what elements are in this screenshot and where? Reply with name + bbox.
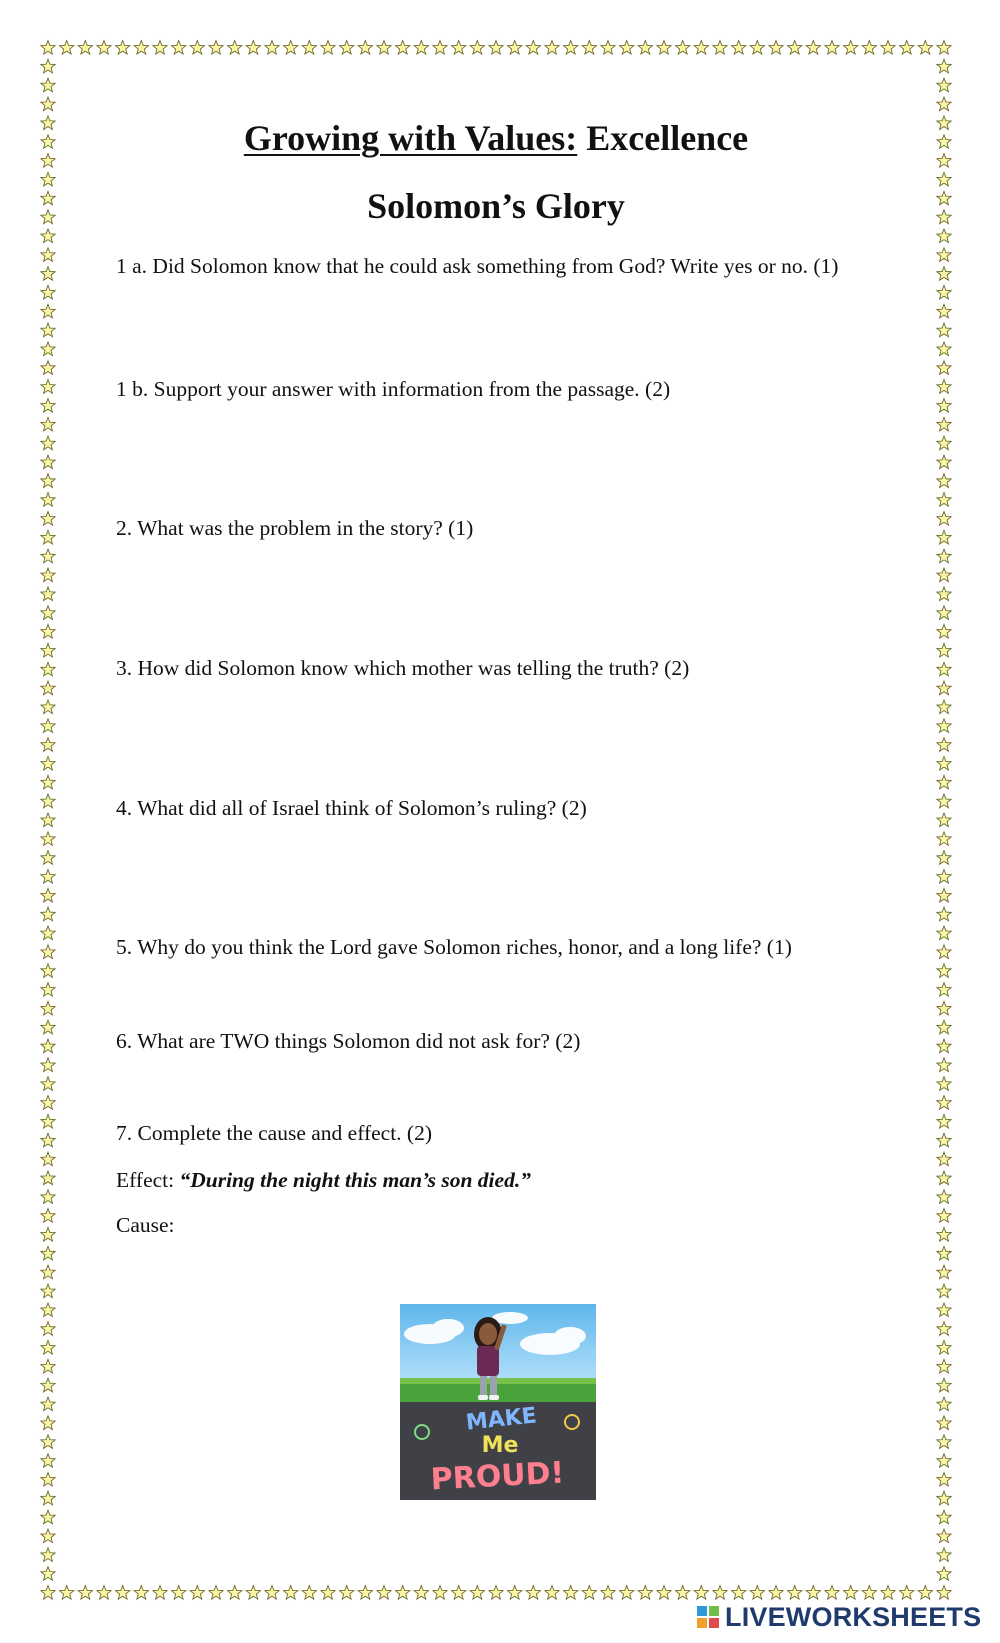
logo-icon xyxy=(697,1606,721,1630)
border-star xyxy=(937,643,951,657)
border-star xyxy=(937,229,951,243)
border-star xyxy=(41,964,55,978)
border-star xyxy=(582,1586,596,1600)
border-star xyxy=(620,41,634,55)
border-star xyxy=(937,1190,951,1204)
border-star xyxy=(116,41,130,55)
border-star xyxy=(41,285,55,299)
border-star xyxy=(433,41,447,55)
border-star xyxy=(620,1586,634,1600)
border-star xyxy=(470,1586,484,1600)
border-star xyxy=(41,361,55,375)
border-star xyxy=(713,1586,727,1600)
border-star xyxy=(937,700,951,714)
border-star xyxy=(937,983,951,997)
border-star xyxy=(41,719,55,733)
border-star xyxy=(41,700,55,714)
question-1a: 1 a. Did Solomon know that he could ask something from God? Write yes or no. (1) xyxy=(116,254,839,278)
page-subtitle: Solomon’s Glory xyxy=(367,186,625,226)
page-title xyxy=(116,116,876,160)
border-star xyxy=(41,304,55,318)
border-star xyxy=(788,1586,802,1600)
border-star xyxy=(937,587,951,601)
border-star xyxy=(41,1228,55,1242)
border-star xyxy=(825,1586,839,1600)
border-star xyxy=(41,907,55,921)
border-star xyxy=(545,1586,559,1600)
border-star xyxy=(172,1586,186,1600)
border-star xyxy=(937,398,951,412)
border-star xyxy=(844,41,858,55)
border-star xyxy=(937,455,951,469)
brand-text: LIVEWORKSHEETS xyxy=(725,1602,982,1632)
border-star xyxy=(694,1586,708,1600)
border-star xyxy=(937,568,951,582)
border-star xyxy=(937,1001,951,1015)
question-1b: 1 b. Support your answer with information from the passage. (2) xyxy=(116,377,671,401)
border-star xyxy=(937,813,951,827)
border-star xyxy=(41,813,55,827)
border-star xyxy=(750,1586,764,1600)
border-star xyxy=(937,1567,951,1581)
border-star xyxy=(937,1265,951,1279)
border-star xyxy=(638,41,652,55)
border-star xyxy=(41,248,55,262)
border-star xyxy=(228,1586,242,1600)
border-star xyxy=(937,1077,951,1091)
border-star xyxy=(41,643,55,657)
border-star xyxy=(396,1586,410,1600)
border-star xyxy=(41,1001,55,1015)
border-star xyxy=(41,380,55,394)
border-star xyxy=(937,945,951,959)
question-6: 6. What are TWO things Solomon did not ask for? (2) xyxy=(116,1029,581,1053)
border-star xyxy=(41,1265,55,1279)
border-star xyxy=(41,1586,55,1600)
border-star xyxy=(825,41,839,55)
border-star xyxy=(657,1586,671,1600)
border-star xyxy=(209,1586,223,1600)
border-star xyxy=(508,1586,522,1600)
border-star xyxy=(937,474,951,488)
chalk-line-1: MAKE xyxy=(464,1403,538,1436)
border-star xyxy=(60,1586,74,1600)
border-star xyxy=(41,1567,55,1581)
border-star xyxy=(937,1284,951,1298)
chalk-line-2: Me xyxy=(481,1433,519,1458)
border-star xyxy=(41,1435,55,1449)
border-star xyxy=(41,625,55,639)
border-star xyxy=(657,41,671,55)
border-star xyxy=(937,681,951,695)
question-5: 5. Why do you think the Lord gave Solomon riches, honor, and a long life? (1) xyxy=(116,935,792,959)
border-star xyxy=(937,380,951,394)
border-star xyxy=(41,1096,55,1110)
title-underlined: Growing with Values: xyxy=(243,118,578,158)
effect-label: Effect: xyxy=(116,1168,175,1192)
border-star xyxy=(78,41,92,55)
border-star xyxy=(41,1246,55,1260)
border-star xyxy=(676,41,690,55)
border-star xyxy=(377,41,391,55)
border-star xyxy=(937,41,951,55)
border-star xyxy=(937,1209,951,1223)
border-star xyxy=(844,1586,858,1600)
border-star xyxy=(937,606,951,620)
border-star xyxy=(209,41,223,55)
border-star xyxy=(433,1586,447,1600)
border-star xyxy=(937,926,951,940)
border-star xyxy=(937,267,951,281)
border-star xyxy=(937,436,951,450)
border-star xyxy=(806,1586,820,1600)
border-star xyxy=(937,1020,951,1034)
border-star xyxy=(937,1228,951,1242)
border-star xyxy=(41,229,55,243)
border-star xyxy=(508,41,522,55)
border-star xyxy=(41,172,55,186)
border-star xyxy=(41,1114,55,1128)
border-star xyxy=(41,738,55,752)
border-star xyxy=(937,1096,951,1110)
border-star xyxy=(937,172,951,186)
border-star xyxy=(41,1510,55,1524)
border-star xyxy=(937,1039,951,1053)
border-star xyxy=(937,907,951,921)
border-star xyxy=(937,1171,951,1185)
border-star xyxy=(41,1190,55,1204)
border-star xyxy=(937,1416,951,1430)
border-star xyxy=(526,41,540,55)
border-star xyxy=(41,493,55,507)
chalk-line-3: PROUD! xyxy=(429,1455,566,1498)
border-star xyxy=(228,41,242,55)
border-star xyxy=(41,1529,55,1543)
border-star xyxy=(918,1586,932,1600)
border-star xyxy=(881,1586,895,1600)
border-star xyxy=(937,1472,951,1486)
border-star xyxy=(470,41,484,55)
border-star xyxy=(41,455,55,469)
question-2: 2. What was the problem in the story? (1) xyxy=(116,516,474,540)
question-4: 4. What did all of Israel think of Solomon’s ruling? (2) xyxy=(116,796,587,820)
border-star xyxy=(937,1586,951,1600)
border-star xyxy=(41,59,55,73)
border-star xyxy=(41,587,55,601)
effect-line xyxy=(116,1165,876,1196)
border-star xyxy=(321,41,335,55)
border-star xyxy=(937,417,951,431)
border-star xyxy=(41,398,55,412)
border-star xyxy=(937,1322,951,1336)
border-star xyxy=(41,870,55,884)
border-star xyxy=(564,1586,578,1600)
border-star xyxy=(937,1529,951,1543)
border-star xyxy=(41,926,55,940)
border-star xyxy=(41,1284,55,1298)
border-star xyxy=(41,1058,55,1072)
border-star xyxy=(900,41,914,55)
border-star xyxy=(246,41,260,55)
border-star xyxy=(937,549,951,563)
border-star xyxy=(937,304,951,318)
border-star xyxy=(937,1303,951,1317)
border-star xyxy=(284,41,298,55)
border-star xyxy=(41,945,55,959)
border-star xyxy=(937,1133,951,1147)
border-star xyxy=(937,248,951,262)
border-star xyxy=(41,1341,55,1355)
border-star xyxy=(582,41,596,55)
border-star xyxy=(41,888,55,902)
border-star xyxy=(489,41,503,55)
border-star xyxy=(41,1491,55,1505)
border-star xyxy=(321,1586,335,1600)
border-star xyxy=(937,285,951,299)
border-star xyxy=(937,154,951,168)
border-star xyxy=(60,41,74,55)
border-star xyxy=(937,738,951,752)
border-star xyxy=(41,832,55,846)
border-star xyxy=(937,964,951,978)
border-star xyxy=(41,1171,55,1185)
border-star xyxy=(302,1586,316,1600)
border-star xyxy=(900,1586,914,1600)
border-star xyxy=(41,512,55,526)
border-star xyxy=(937,512,951,526)
border-star xyxy=(937,1152,951,1166)
border-star xyxy=(340,41,354,55)
border-star xyxy=(172,41,186,55)
border-star xyxy=(41,210,55,224)
border-star xyxy=(41,1020,55,1034)
border-star xyxy=(937,1435,951,1449)
border-star xyxy=(41,267,55,281)
border-star xyxy=(937,1397,951,1411)
border-star xyxy=(41,549,55,563)
border-star xyxy=(937,116,951,130)
border-star xyxy=(937,719,951,733)
border-star xyxy=(937,361,951,375)
border-star xyxy=(41,1472,55,1486)
border-star xyxy=(41,135,55,149)
border-star xyxy=(526,1586,540,1600)
border-star xyxy=(41,154,55,168)
border-star xyxy=(564,41,578,55)
border-star xyxy=(881,41,895,55)
border-star xyxy=(937,1341,951,1355)
border-star xyxy=(41,1359,55,1373)
border-star xyxy=(41,1548,55,1562)
border-star xyxy=(246,1586,260,1600)
border-star xyxy=(769,41,783,55)
border-star xyxy=(937,530,951,544)
border-star xyxy=(153,1586,167,1600)
border-star xyxy=(937,1058,951,1072)
border-star xyxy=(41,97,55,111)
border-star xyxy=(713,41,727,55)
border-star xyxy=(937,342,951,356)
border-star xyxy=(694,41,708,55)
border-star xyxy=(134,41,148,55)
border-star xyxy=(41,568,55,582)
border-star xyxy=(937,1114,951,1128)
border-star xyxy=(937,1378,951,1392)
border-star xyxy=(937,210,951,224)
border-star xyxy=(937,756,951,770)
border-star xyxy=(41,1303,55,1317)
border-star xyxy=(41,1039,55,1053)
border-star xyxy=(806,41,820,55)
border-star xyxy=(937,870,951,884)
border-star xyxy=(265,1586,279,1600)
border-star xyxy=(41,983,55,997)
border-star xyxy=(41,323,55,337)
border-star xyxy=(918,41,932,55)
border-star xyxy=(340,1586,354,1600)
border-star xyxy=(937,1491,951,1505)
border-star xyxy=(937,191,951,205)
border-star xyxy=(545,41,559,55)
border-star xyxy=(190,1586,204,1600)
border-star xyxy=(41,436,55,450)
border-star xyxy=(41,1378,55,1392)
border-star xyxy=(41,1322,55,1336)
border-star xyxy=(862,1586,876,1600)
border-star xyxy=(41,606,55,620)
border-star xyxy=(414,1586,428,1600)
border-star xyxy=(41,342,55,356)
cause-label: Cause: xyxy=(116,1213,175,1237)
border-star xyxy=(78,1586,92,1600)
border-star xyxy=(97,1586,111,1600)
border-star xyxy=(937,1548,951,1562)
border-star xyxy=(41,794,55,808)
border-star xyxy=(190,41,204,55)
border-star xyxy=(41,775,55,789)
border-star xyxy=(41,191,55,205)
effect-quote: “During the night this man’s son died.” xyxy=(179,1168,531,1192)
border-star xyxy=(41,851,55,865)
border-star xyxy=(41,474,55,488)
border-star xyxy=(41,78,55,92)
border-star xyxy=(937,662,951,676)
border-star xyxy=(937,625,951,639)
border-star xyxy=(116,1586,130,1600)
border-star xyxy=(134,1586,148,1600)
border-star xyxy=(937,97,951,111)
border-star xyxy=(937,1510,951,1524)
question-3: 3. How did Solomon know which mother was telling the truth? (2) xyxy=(116,656,690,680)
make-me-proud-image xyxy=(400,1304,596,1500)
border-star xyxy=(750,41,764,55)
border-star xyxy=(358,41,372,55)
border-star xyxy=(265,41,279,55)
border-star xyxy=(732,1586,746,1600)
border-star xyxy=(937,1359,951,1373)
border-star xyxy=(41,417,55,431)
border-star xyxy=(937,1246,951,1260)
border-star xyxy=(937,794,951,808)
border-star xyxy=(937,493,951,507)
border-star xyxy=(396,41,410,55)
border-star xyxy=(601,1586,615,1600)
border-star xyxy=(41,1077,55,1091)
border-star xyxy=(41,756,55,770)
border-star xyxy=(41,41,55,55)
border-star xyxy=(41,662,55,676)
border-star xyxy=(937,323,951,337)
border-star xyxy=(41,1133,55,1147)
border-star xyxy=(41,1397,55,1411)
border-star xyxy=(41,681,55,695)
liveworksheets-logo xyxy=(697,1599,997,1635)
border-star xyxy=(676,1586,690,1600)
border-star xyxy=(732,41,746,55)
border-star xyxy=(788,41,802,55)
border-star xyxy=(638,1586,652,1600)
border-star xyxy=(937,1454,951,1468)
border-star xyxy=(97,41,111,55)
border-star xyxy=(601,41,615,55)
border-star xyxy=(284,1586,298,1600)
border-star xyxy=(937,78,951,92)
border-star xyxy=(937,59,951,73)
border-star xyxy=(769,1586,783,1600)
border-star xyxy=(937,135,951,149)
border-star xyxy=(452,41,466,55)
border-star xyxy=(41,530,55,544)
border-star xyxy=(41,1152,55,1166)
title-rest: Excellence xyxy=(586,118,749,158)
border-star xyxy=(41,116,55,130)
border-star xyxy=(41,1416,55,1430)
border-star xyxy=(377,1586,391,1600)
border-star xyxy=(153,41,167,55)
border-star xyxy=(452,1586,466,1600)
border-star xyxy=(489,1586,503,1600)
border-star xyxy=(358,1586,372,1600)
border-star xyxy=(937,851,951,865)
border-star xyxy=(414,41,428,55)
border-star xyxy=(937,832,951,846)
border-star xyxy=(302,41,316,55)
border-star xyxy=(41,1454,55,1468)
border-star xyxy=(862,41,876,55)
border-star xyxy=(41,1209,55,1223)
question-7: 7. Complete the cause and effect. (2) xyxy=(116,1121,433,1145)
border-star xyxy=(937,888,951,902)
border-star xyxy=(937,775,951,789)
